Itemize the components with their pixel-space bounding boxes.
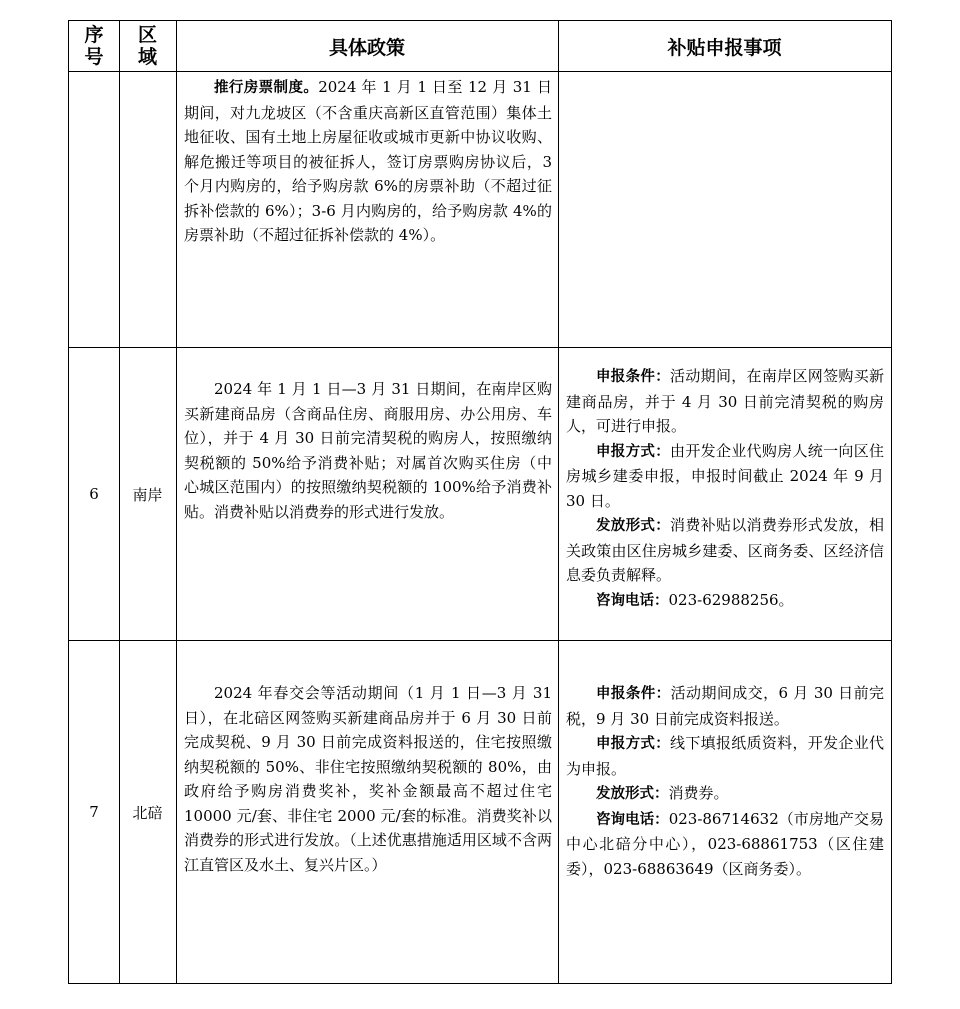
subsidy-item (566, 439, 884, 514)
row-seq: 7 (89, 803, 99, 821)
policy-text: 2024 年 1 月 1 日—3 月 31 日期间，在南岸区购买新建商品房（含商品住房、商服用房、办公用房、车位），并于 4 月 30 日前完清契税的购房人，按照缴纳契税额的 50%给予消费补贴；对属首次购买住房（中心城区范围内）的按照缴纳契税额的 100%给予消费补贴。消费补贴以消费券的形式进行发放。 (184, 380, 552, 521)
row-divider (69, 71, 891, 72)
policy-title: 推行房票制度。 (214, 80, 319, 96)
subsidy-text: 线下填报纸质资料，开发企业代为申报。 (566, 734, 884, 778)
header-region (119, 21, 176, 71)
header-region-line1: 区 (137, 24, 157, 46)
header-subsidy: 补贴申报事项 (667, 36, 782, 59)
column-divider (558, 21, 559, 983)
column-divider (176, 21, 177, 983)
subsidy-text: 023-86714632（市房地产交易中心北碚分中心），023-68861753（区住建委），023-68863649（区商务委）。 (566, 809, 884, 878)
subsidy-text: 消费补贴以消费券形式发放，相关政策由区住房城乡建委、区商务委、区经济信息委负责解释。 (566, 516, 884, 584)
subsidy-label: 申报方式： (596, 736, 671, 752)
row-region: 北碚 (132, 803, 163, 822)
subsidy-item (566, 807, 884, 882)
subsidy-label: 申报方式： (596, 443, 671, 460)
header-region-line2: 域 (137, 46, 157, 68)
subsidy-item (566, 681, 884, 731)
header-seq-line1: 序 (84, 24, 104, 46)
row-seq: 6 (89, 485, 99, 503)
row-region: 南岸 (132, 485, 163, 504)
table-row-policy (184, 75, 552, 248)
subsidy-item (566, 364, 884, 439)
subsidy-label: 咨询电话： (596, 592, 669, 609)
subsidy-text: 活动期间成交，6 月 30 日前完税，9 月 30 日前完成资料报送。 (566, 684, 885, 728)
header-seq-line2: 号 (84, 46, 104, 68)
row-divider (69, 347, 891, 348)
subsidy-label: 申报条件： (596, 369, 671, 385)
subsidy-item (566, 513, 884, 588)
policy-text: 2024 年春交会等活动期间（1 月 1 日—3 月 31 日），在北碚区网签购买新建商品房并于 6 月 30 日前完成契税、9 月 30 日前完成资料报送的，住宅按照缴纳契税额的 50%、非住宅按照缴纳契税额的 80%，由政府给予购房消费奖补，奖补金额最高不超过住宅 10000 元/套、非住宅 2000 元/套的标准。消费奖补以消费券的形式进行发放。（上述优惠措施适用区域不含两江直管区及水土、复兴片区。） (184, 684, 552, 874)
subsidy-label: 发放形式： (596, 518, 671, 534)
subsidy-text: 023-62988256。 (668, 590, 794, 609)
policy-text: 2024 年 1 月 1 日至 12 月 31 日期间，对九龙坡区（不含重庆高新区直管范围）集体土地征收、国有土地上房屋征收或城市更新中协议收购、解危搬迁等项目的被征拆人，签订房票购房协议后，3 个月内购房的，给予购房款 6%的房票补助（不超过征拆补偿款的 6%）；3-6 月内购房的，给予购房款 4%的房票补助（不超过征拆补偿款的 4%）。 (184, 78, 552, 244)
subsidy-text: 活动期间，在南岸区网签购买新建商品房，并于 4 月 30 日前完清契税的购房人，可进行申报。 (566, 367, 884, 435)
subsidy-item (566, 588, 884, 614)
table-row-policy (184, 377, 552, 524)
subsidy-label: 申报条件： (596, 686, 671, 702)
policy-table (68, 20, 892, 984)
subsidy-item (566, 731, 884, 781)
subsidy-item (566, 781, 884, 807)
subsidy-label: 发放形式： (596, 786, 669, 802)
subsidy-label: 咨询电话： (596, 811, 669, 828)
header-policy: 具体政策 (328, 36, 405, 59)
table-row-subsidy (566, 681, 884, 881)
subsidy-text: 由开发企业代购房人统一向区住房城乡建委申报，申报时间截止 2024 年 9 月 30 日。 (566, 441, 884, 510)
row-divider (69, 640, 891, 641)
header-seq (69, 21, 119, 71)
table-row-subsidy (566, 364, 884, 613)
subsidy-text: 消费券。 (668, 784, 729, 802)
table-row-policy (184, 681, 552, 877)
